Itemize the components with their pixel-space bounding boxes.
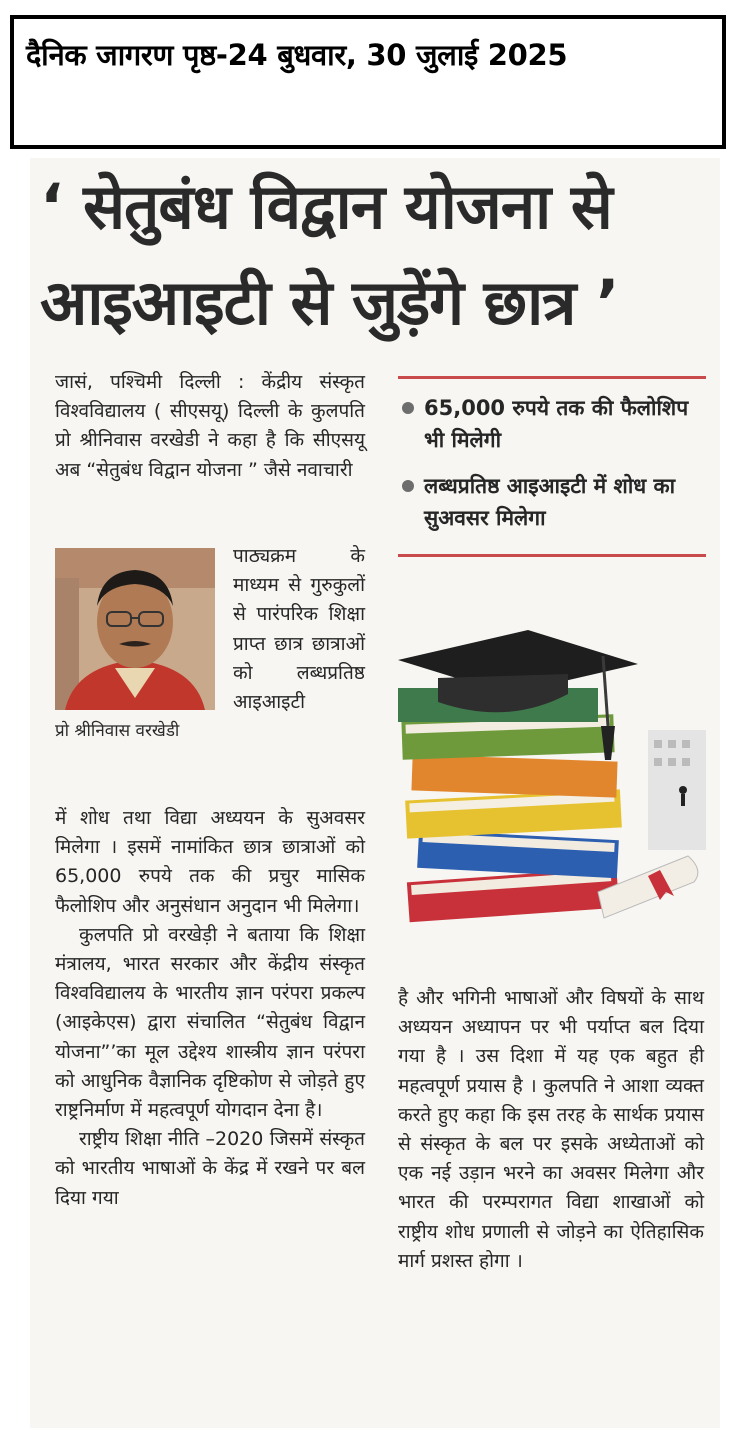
highlights-box [398, 392, 706, 548]
article-wrap-text [233, 542, 365, 717]
graduation-books-illustration [398, 630, 706, 950]
portrait-illustration [55, 548, 215, 710]
paragraph-1-end: में शोध तथा विद्या अध्ययन के सुअवसर मिलेगा । इसमें नामांकित छात्र छात्राओं को 65,000 रुपये तक की प्रचुर मासिक फैलोशिप और अनुसंधान अनुदान भी मिलेगा। [55, 807, 365, 917]
masthead-box [10, 15, 726, 149]
highlight-rule-top [398, 376, 706, 379]
article-lead [55, 368, 365, 485]
bullet-icon [402, 402, 414, 414]
highlight-item [398, 392, 706, 456]
highlight-rule-bottom [398, 554, 706, 557]
bullet-icon [402, 480, 414, 492]
headline-line-1: ‘ सेतुबंध विद्वान योजना से [40, 170, 612, 243]
article-right-column [398, 984, 704, 1276]
masthead-title: दैनिक जागरण पृष्ठ-24 बुधवार, 30 जुलाई 2025 [26, 38, 568, 72]
photo-caption: प्रो श्रीनिवास वरखेडी [55, 721, 180, 741]
paragraph-3: राष्ट्रीय शिक्षा नीति –2020 जिसमें संस्कृत को भारतीय भाषाओं के केंद्र में रखने पर बल दिया गया [55, 1128, 365, 1209]
paragraph-3-continued: है और भगिनी भाषाओं और विषयों के साथ अध्ययन अध्यापन पर भी पर्याप्त बल दिया गया है । उस दिशा में यह एक बहुत ही महत्वपूर्ण प्रयास है । कुलपति ने आशा व्यक्त करते हुए कहा कि इस तरह के सार्थक प्रयास से संस्कृत के बल पर इसके अध्येताओं को एक नई उड़ान भरने का अवसर मिलेगा और भारत की परम्परागत विद्या शाखाओं को राष्ट्रीय शोध प्रणाली से जोड़ने का ऐतिहासिक मार्ग प्रशस्त होगा । [398, 987, 704, 1272]
lead-paragraph: जासं, पश्चिमी दिल्ली : केंद्रीय संस्कृत विश्वविद्यालय ( सीएसयू) दिल्ली के कुलपति प्रो श्रीनिवास वरखेडी ने कहा है कि सीएसयू अब “सेतुबंध विद्वान योजना ” जैसे नवाचारी [55, 371, 365, 481]
wrap-paragraph: पाठ्यक्रम के माध्यम से गुरुकुलों से पारंपरिक शिक्षा प्राप्त छात्र छात्राओं को लब्धप्रतिष्ठ आइआइटी [233, 545, 365, 714]
books-and-cap-icon [398, 630, 706, 950]
portrait-photo [55, 548, 215, 710]
highlight-text: 65,000 रुपये तक की फैलोशिप भी मिलेगी [424, 396, 689, 452]
highlight-item [398, 470, 706, 534]
paragraph-2: कुलपति प्रो वरखेड़ी ने बताया कि शिक्षा मंत्रालय, भारत सरकार और केंद्रीय संस्कृत विश्वविद्यालय के भारतीय ज्ञान परंपरा प्रकल्प (आइकेएस) द्वारा संचालित “सेतुबंध विद्वान योजना”’का मूल उद्देश्य शास्त्रीय ज्ञान परंपरा को आधुनिक वैज्ञानिक दृष्टिकोण से जोड़ते हुए राष्ट्रनिर्माण में महत्वपूर्ण योगदान देना है। [55, 923, 365, 1122]
highlight-text: लब्धप्रतिष्ठ आइआइटी में शोध का सुअवसर मिलेगा [424, 474, 676, 530]
headline-line-2: आइआइटी से जुड़ेंगे छात्र ’ [40, 266, 619, 339]
article-left-column [55, 804, 365, 1213]
